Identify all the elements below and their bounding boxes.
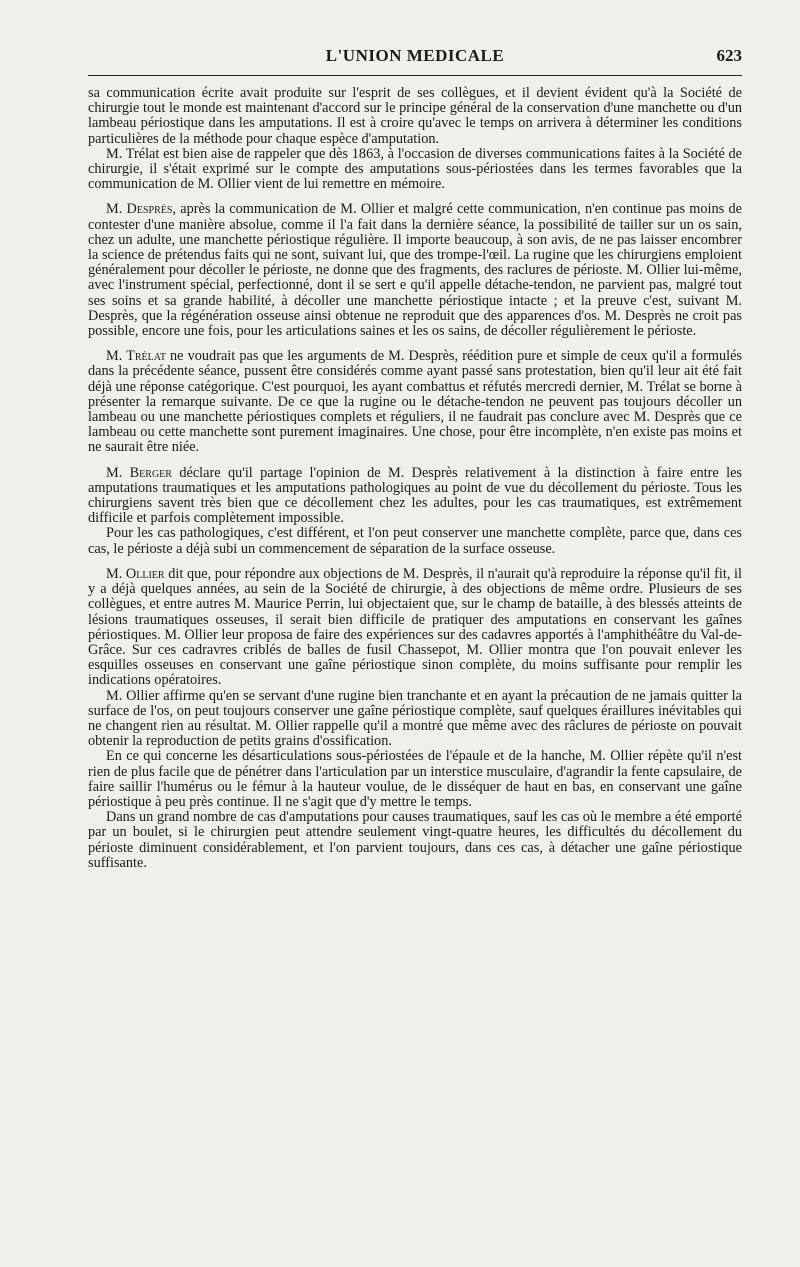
speaker-name: M. Berger [106,464,172,481]
speaker-name: M. Desprès, [106,201,177,218]
paragraph [88,749,742,810]
paragraph-text: déclare qu'il partage l'opinion de M. Desprès relativement à la distinction à faire entre les amputations traumatiques et les amputations pathologiques au point de vue du décollement du périoste. Tous les chirurgiens savent très bien que ce décollement chez les adultes, pour les cas traumatiques, est extrêmement difficile et parfois complètement impossible. [88,464,742,527]
paragraph [88,202,742,339]
speaker-name: M. Trélat [106,348,166,365]
paragraph-text: sa communication écrite avait produite sur l'esprit de ses collègues, et il devient évident qu'à la Société de chirurgie tout le monde est maintenant d'accord sur le principe général de la conservation d'une manchette ou d'un lambeau périostique dans les amputations. Il est à croire qu'avec le temps on arrivera à déterminer les conditions particulières de la méthode pour chaque espèce d'amputation. [88,85,742,147]
running-header [88,46,742,70]
paragraph-text: En ce qui concerne les désarticulations sous-périostées de l'épaule et de la hanche, M. Ollier répète qu'il n'est rien de plus facile que de pénétrer dans l'articulation par un interstice musculaire, d'agrandir la fente capsulaire, de faire saillir l'humérus ou le fémur à la hauteur voulue, de le disséquer de haut en bas, en conservant une gaîne périostique à peu près continue. Il ne s'agit que d'y mettre le temps. [88,748,742,810]
paragraph [88,466,742,527]
paragraph-text: Dans un grand nombre de cas d'amputations pour causes traumatiques, sauf les cas où le membre a été emporté par un boulet, si le chirurgien peut attendre seulement vingt-quatre heures, les difficultés du décollement du périoste diminuent considérablement, et l'on parvient toujours, dans ces cas, à détacher une gaîne périostique suffisante. [88,809,742,871]
paragraph [88,689,742,750]
paragraph-text: M. Trélat est bien aise de rappeler que dès 1863, à l'occasion de diverses communications faites à la Société de chirurgie, il s'était exprimé sur le compte des amputations sous-périostées dans les termes favorables que la communication de M. Ollier vient de lui remettre en mémoire. [88,145,742,193]
paragraph [88,810,742,871]
paragraph-text: ne voudrait pas que les arguments de M. Desprès, réédition pure et simple de ceux qu'il a formulés dans la précédente séance, pussent être considérés comme ayant passé sans protestation, bien qu'il leur ait été fait déjà une réponse catégorique. C'est pourquoi, les ayant combattus et réfutés mercredi dernier, M. Trélat se borne à présenter la remarque suivante. De ce que la rugine ou le détache-tendon ne peuvent pas toujours décoller un lambeau ou une manchette périostiques complets et réguliers, il ne faudrait pas conclure avec M. Desprès que ce lambeau ou cette manchette sont purement imaginaires. Une chose, pour être incomplète, n'en existe pas moins et ne saurait être niée. [88,348,742,456]
paragraph [88,349,742,455]
header-rule [88,75,742,76]
paragraph [88,86,742,147]
page-number: 623 [716,46,742,65]
paragraph-text: M. Ollier affirme qu'en se servant d'une rugine bien tranchante et en ayant la précaution de ne jamais quitter la surface de l'os, on peut toujours conserver une gaîne périostique complète, sauf quelques éraillures inévitables qui ne changent rien au résultat. M. Ollier rappelle qu'il a montré que même avec des râclures de périoste on pouvait obtenir la reproduction de petits grains d'ossification. [88,687,742,750]
paragraph-text: après la communication de M. Ollier et malgré cette communication, n'en continue pas moins de contester d'une manière absolue, comme il l'a fait dans la dernière séance, la possibilité de tailler sur un os sain, chez un adulte, une manchette périostique régulière. Il importe beaucoup, à son avis, de ne pas laisser encombrer la science de prétendus faits qui ne sont, suivant lui, que des trompe-l'œil. La rugine que les chirurgiens emploient généralement pour décoller le périoste, ne donne que des fragments, des raclures de périoste. M. Ollier lui-même, avec l'instrument spécial, perfectionné, dont il se sert e qu'il appelle détache-tendon, ne parvient pas, malgré tout ses soins et sa grande habilité, à décoller une manchette périostique intacte ; et la preuve c'est, suivant M. Desprès, que la régénération osseuse ainsi obtenue ne reproduit que des apparences d'os. M. Desprès ne croit pas possible, encore une fois, pour les articulations saines et les os sains, de décoller régulièrement le périoste. [88,201,742,340]
paragraph [88,526,742,556]
speaker-name: M. Ollier [106,565,165,582]
journal-title: L'UNION MEDICALE [325,46,505,65]
paragraph [88,567,742,689]
paragraph-text: Pour les cas pathologiques, c'est différent, et l'on peut conserver une manchette complète, parce que, dans ces cas, le périoste a déjà subi un commencement de séparation de la surface osseuse. [88,525,742,557]
paragraph-text: dit que, pour répondre aux objections de M. Desprès, il n'aurait qu'à reproduire la réponse qu'il fit, il y a déjà quelques années, au sein de la Société de chirurgie, à des objections de même ordre. Plusieurs de ses collègues, et entre autres M. Maurice Perrin, lui objectaient que, sur le champ de bataille, à des blessés atteints de lésions traumatiques osseuses, il serait bien difficile de pratiquer des amputations en conservant les gaînes périostiques. M. Ollier leur proposa de faire des expériences sur des cadavres apportés à l'amphithéâtre du Val-de-Grâce. Sur ces cadravres criblés de balles de fusil Chassepot, M. Ollier montra que l'on pouvait enlever les esquilles osseuses en conservant une gaîne périostique sinon complète, du moins suffisante pour remplir les indications opératoires. [88,565,742,689]
article-body [88,86,742,871]
paragraph [88,147,742,193]
